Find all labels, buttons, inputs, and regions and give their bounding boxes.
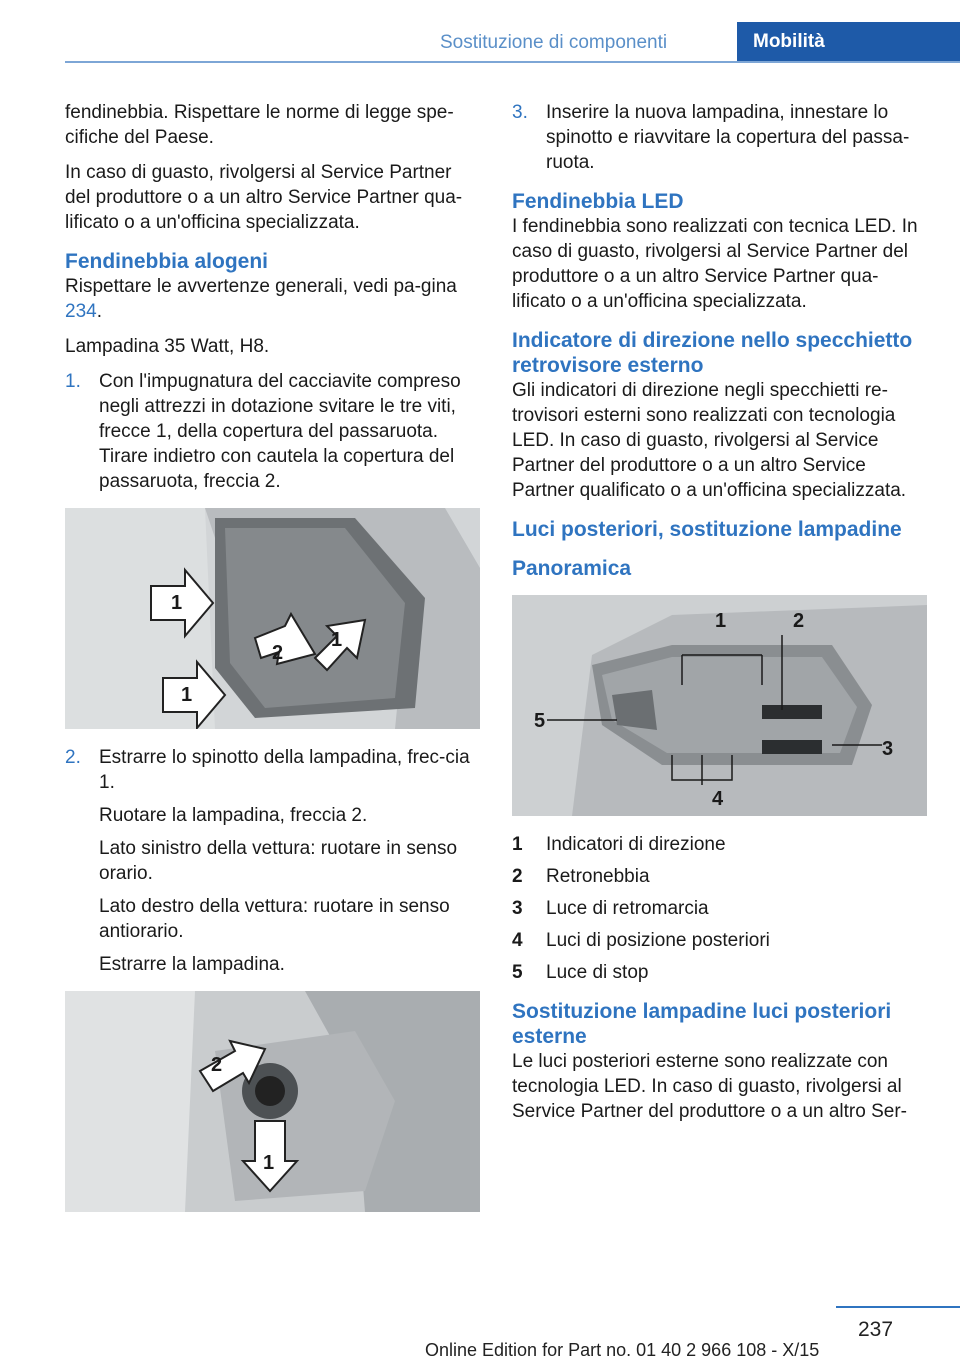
bulb-removal-illustration	[65, 991, 480, 1212]
wheel-arch-illustration	[65, 508, 480, 729]
paragraph: fendinebbia. Rispettare le norme di legge spe‐cifiche del Paese.	[65, 102, 454, 148]
section-heading-halogen-fog: Fendinebbia alogeni	[65, 250, 269, 273]
paragraph: I fendinebbia sono realizzati con tecnica LED. In caso di guasto, rivolgersi al Service Partner del produttore o a un altro Service Partner qua‐lificato o a un'officina specializzata.	[512, 216, 918, 312]
reference-text: Rispettare le avvertenze generali, vedi pa‐gina	[65, 276, 457, 297]
legend-number: 2	[512, 866, 523, 887]
callout-label: 1	[171, 592, 183, 614]
legend-text: Retronebbia	[546, 866, 650, 887]
step-text: Estrarre la lampadina.	[99, 954, 285, 975]
figure-legend	[512, 832, 927, 985]
callout-label: 4	[712, 788, 724, 810]
legend-number: 4	[512, 930, 523, 951]
legend-number: 1	[512, 834, 523, 855]
left-column	[65, 100, 480, 1228]
paragraph-reference	[65, 274, 480, 324]
legend-number: 3	[512, 898, 523, 919]
step-text: Lato destro della vettura: ruotare in senso antiorario.	[99, 896, 450, 942]
step-3	[512, 100, 927, 175]
step-text: Con l'impugnatura del cacciavite compreso negli attrezzi in dotazione svitare le tre viti, frecce 1, della copertura del passaruota. Tirare indietro con cautela la copertura del passaruota, freccia 2.	[99, 371, 461, 492]
callout-label: 3	[882, 738, 894, 760]
step-number: 1.	[65, 371, 81, 392]
tail-light-figure	[512, 595, 927, 816]
section-heading-led-fog: Fendinebbia LED	[512, 190, 684, 213]
callout-label: 1	[181, 684, 193, 706]
paragraph: In caso di guasto, rivolgersi al Service Partner del produttore o a un altro Service Partner qua‐lificato o a un'officina specializzata.	[65, 162, 463, 233]
legend-text: Luce di stop	[546, 962, 649, 983]
paragraph: Gli indicatori di direzione negli specchietti re‐trovisori esterni sono realizzati con tecnologia LED. In caso di guasto, rivolgersi al Service Partner del produttore o a un altro Service Partner qualificato o a un'officina specializzata.	[512, 380, 907, 501]
callout-label: 2	[211, 1054, 223, 1076]
right-column	[512, 100, 927, 1134]
callout-label: 2	[272, 642, 284, 664]
header-divider	[65, 61, 960, 63]
edition-note: Online Edition for Part no. 01 40 2 966 108 - X/15	[425, 1340, 820, 1360]
footer-divider	[836, 1306, 960, 1308]
paragraph: Lampadina 35 Watt, H8.	[65, 336, 270, 357]
legend-text: Luci di posizione posteriori	[546, 930, 770, 951]
legend-item	[512, 864, 927, 889]
legend-number: 5	[512, 962, 523, 983]
legend-item	[512, 928, 927, 953]
callout-label: 5	[534, 710, 546, 732]
step-1	[65, 369, 480, 494]
legend-text: Luce di retromarcia	[546, 898, 709, 919]
section-heading-rear-lights: Luci posteriori, sostituzione lampadine	[512, 518, 902, 541]
step-number: 2.	[65, 747, 81, 768]
step-number: 3.	[512, 102, 528, 123]
step-text: Ruotare la lampadina, freccia 2.	[99, 805, 368, 826]
page-number: 237	[858, 1318, 894, 1341]
step-text: Lato sinistro della vettura: ruotare in senso orario.	[99, 838, 458, 884]
bulb-removal-figure	[65, 991, 480, 1212]
step-text: Inserire la nuova lampadina, innestare lo spinotto e riavvitare la copertura del passa‐ruota.	[546, 102, 910, 173]
paragraph: Le luci posteriori esterne sono realizzate con tecnologia LED. In caso di guasto, rivolgersi al Service Partner del produttore o a un altro Ser‐	[512, 1051, 907, 1122]
header-chapter-tab[interactable]: Mobilità	[737, 22, 960, 62]
legend-item	[512, 896, 927, 921]
section-heading-mirror-indicator: Indicatore di direzione nello specchietto retrovisore esterno	[512, 329, 913, 377]
section-heading-outer-rear-lights: Sostituzione lampadine luci posteriori esterne	[512, 1000, 892, 1048]
callout-label: 1	[715, 610, 727, 632]
page-link[interactable]: 234	[65, 301, 97, 322]
legend-text: Indicatori di direzione	[546, 834, 726, 855]
legend-item	[512, 832, 927, 857]
wheel-arch-figure	[65, 508, 480, 729]
subsection-heading-overview: Panoramica	[512, 557, 632, 580]
callout-label: 1	[331, 629, 343, 651]
step-text: Estrarre lo spinotto della lampadina, frec‐cia 1.	[99, 747, 470, 793]
legend-item	[512, 960, 927, 985]
step-2	[65, 745, 480, 977]
header-section-title: Sostituzione di componenti	[440, 32, 668, 53]
reference-text-end: .	[96, 301, 102, 322]
callout-label: 1	[263, 1152, 275, 1174]
callout-label: 2	[793, 610, 805, 632]
